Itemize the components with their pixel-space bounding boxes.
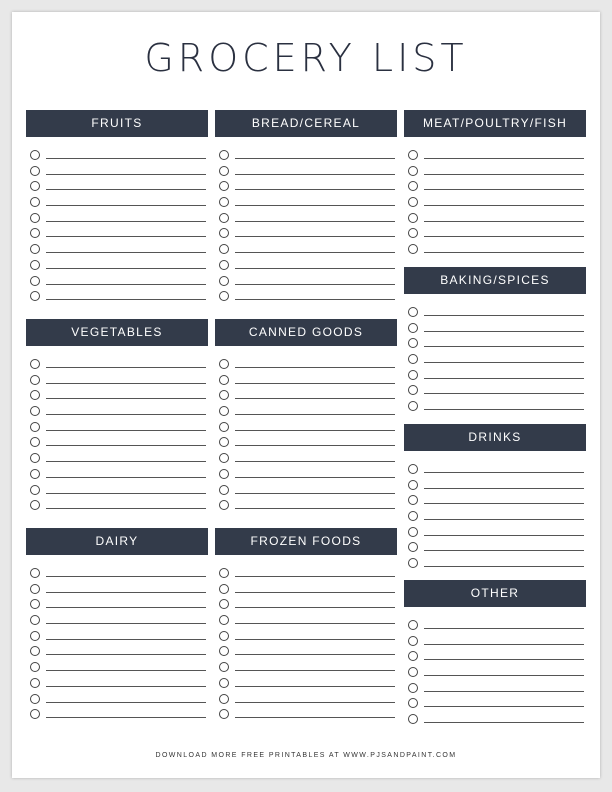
checkbox-circle-icon[interactable] — [408, 651, 418, 661]
checkbox-circle-icon[interactable] — [408, 166, 418, 176]
checkbox-circle-icon[interactable] — [219, 694, 229, 704]
write-in-line[interactable] — [424, 252, 584, 253]
checkbox-circle-icon[interactable] — [408, 354, 418, 364]
checklist-row — [26, 707, 208, 723]
write-in-line[interactable] — [235, 383, 395, 384]
checkbox-circle-icon[interactable] — [408, 542, 418, 552]
write-in-line[interactable] — [235, 189, 395, 190]
checklist-row — [26, 676, 208, 692]
checklist-row — [404, 509, 586, 525]
write-in-line[interactable] — [424, 346, 584, 347]
write-in-line[interactable] — [235, 654, 395, 655]
checklist-row — [404, 649, 586, 665]
write-in-line[interactable] — [424, 675, 584, 676]
checklist-row — [404, 179, 586, 195]
checklist-row — [404, 242, 586, 258]
checkbox-circle-icon[interactable] — [408, 636, 418, 646]
checklist-row — [215, 242, 397, 258]
write-in-line[interactable] — [424, 644, 584, 645]
write-in-line[interactable] — [235, 607, 395, 608]
checklist-row — [215, 707, 397, 723]
write-in-line[interactable] — [235, 398, 395, 399]
section-other — [404, 580, 586, 728]
checkbox-circle-icon[interactable] — [408, 181, 418, 191]
write-in-line[interactable] — [235, 284, 395, 285]
write-in-line[interactable] — [46, 221, 206, 222]
checkbox-circle-icon[interactable] — [30, 213, 40, 223]
checkbox-circle-icon[interactable] — [219, 166, 229, 176]
checkbox-circle-icon[interactable] — [219, 260, 229, 270]
checkbox-circle-icon[interactable] — [30, 485, 40, 495]
write-in-line[interactable] — [235, 174, 395, 175]
write-in-line[interactable] — [46, 493, 206, 494]
section-header-dairy: DAIRY — [26, 528, 208, 555]
write-in-line[interactable] — [46, 174, 206, 175]
write-in-line[interactable] — [424, 566, 584, 567]
checkbox-circle-icon[interactable] — [30, 197, 40, 207]
checklist-row — [404, 148, 586, 164]
checklist-row — [215, 404, 397, 420]
section-vegetables — [26, 319, 208, 514]
checkbox-circle-icon[interactable] — [219, 228, 229, 238]
write-in-line[interactable] — [424, 659, 584, 660]
checklist-row — [404, 195, 586, 211]
write-in-line[interactable] — [235, 508, 395, 509]
write-in-line[interactable] — [46, 299, 206, 300]
checkbox-circle-icon[interactable] — [408, 197, 418, 207]
write-in-line[interactable] — [235, 205, 395, 206]
section-frozen-foods — [215, 528, 397, 723]
write-in-line[interactable] — [424, 535, 584, 536]
checklist-row — [215, 179, 397, 195]
write-in-line[interactable] — [235, 686, 395, 687]
section-header-bread-cereal: BREAD/CEREAL — [215, 110, 397, 137]
checkbox-circle-icon[interactable] — [30, 646, 40, 656]
checkbox-circle-icon[interactable] — [408, 385, 418, 395]
write-in-line[interactable] — [235, 592, 395, 593]
checkbox-circle-icon[interactable] — [219, 437, 229, 447]
checklist-row — [26, 164, 208, 180]
checklist-row — [404, 399, 586, 415]
checklist-row — [26, 644, 208, 660]
checkbox-circle-icon[interactable] — [30, 500, 40, 510]
write-in-line[interactable] — [424, 331, 584, 332]
write-in-line[interactable] — [235, 367, 395, 368]
write-in-line[interactable] — [46, 639, 206, 640]
checklist-row — [215, 613, 397, 629]
checkbox-circle-icon[interactable] — [30, 244, 40, 254]
write-in-line[interactable] — [424, 488, 584, 489]
write-in-line[interactable] — [424, 378, 584, 379]
checkbox-circle-icon[interactable] — [30, 437, 40, 447]
checklist-row — [215, 676, 397, 692]
write-in-line[interactable] — [235, 268, 395, 269]
section-bread-cereal — [215, 110, 397, 305]
checkbox-circle-icon[interactable] — [408, 495, 418, 505]
checkbox-circle-icon[interactable] — [219, 599, 229, 609]
checkbox-circle-icon[interactable] — [408, 480, 418, 490]
write-in-line[interactable] — [46, 252, 206, 253]
section-dairy — [26, 528, 208, 723]
write-in-line[interactable] — [424, 315, 584, 316]
checklist-row — [215, 274, 397, 290]
section-header-fruits: FRUITS — [26, 110, 208, 137]
checkbox-circle-icon[interactable] — [219, 709, 229, 719]
footer-text: DOWNLOAD MORE FREE PRINTABLES AT WWW.PJSANDPAINT.COM — [155, 752, 457, 759]
checklist-row — [26, 613, 208, 629]
checklist-row — [215, 289, 397, 305]
checklist-row — [404, 634, 586, 650]
checklist-row — [404, 665, 586, 681]
write-in-line[interactable] — [46, 461, 206, 462]
checklist-row — [215, 195, 397, 211]
checklist-row — [26, 582, 208, 598]
write-in-line[interactable] — [46, 477, 206, 478]
write-in-line[interactable] — [46, 623, 206, 624]
checkbox-circle-icon[interactable] — [30, 150, 40, 160]
checklist-row — [26, 179, 208, 195]
checklist-row — [404, 321, 586, 337]
checkbox-circle-icon[interactable] — [408, 401, 418, 411]
checkbox-circle-icon[interactable] — [219, 500, 229, 510]
checklist-row — [404, 696, 586, 712]
checklist-row — [404, 712, 586, 728]
checkbox-circle-icon[interactable] — [408, 244, 418, 254]
checkbox-circle-icon[interactable] — [219, 469, 229, 479]
checklist-row — [215, 357, 397, 373]
checklist-row — [26, 404, 208, 420]
checklist-row — [26, 451, 208, 467]
checklist-row — [26, 195, 208, 211]
checkbox-circle-icon[interactable] — [219, 631, 229, 641]
write-in-line[interactable] — [424, 722, 584, 723]
checkbox-circle-icon[interactable] — [30, 584, 40, 594]
checklist-row — [215, 420, 397, 436]
checklist-row — [215, 483, 397, 499]
checklist-row — [26, 388, 208, 404]
checkbox-circle-icon[interactable] — [30, 615, 40, 625]
checklist-row — [26, 692, 208, 708]
checkbox-circle-icon[interactable] — [219, 150, 229, 160]
checklist-row — [26, 420, 208, 436]
write-in-line[interactable] — [235, 445, 395, 446]
checkbox-circle-icon[interactable] — [408, 370, 418, 380]
checklist-row — [215, 582, 397, 598]
section-meat-poultry-fish — [404, 110, 586, 258]
checkbox-circle-icon[interactable] — [408, 714, 418, 724]
checkbox-circle-icon[interactable] — [408, 213, 418, 223]
checkbox-circle-icon[interactable] — [408, 228, 418, 238]
section-header-baking-spices: BAKING/SPICES — [404, 267, 586, 294]
section-header-frozen-foods: FROZEN FOODS — [215, 528, 397, 555]
write-in-line[interactable] — [46, 236, 206, 237]
checkbox-circle-icon[interactable] — [219, 197, 229, 207]
checkbox-circle-icon[interactable] — [30, 568, 40, 578]
checkbox-circle-icon[interactable] — [30, 181, 40, 191]
checklist-row — [26, 467, 208, 483]
write-in-line[interactable] — [235, 461, 395, 462]
checkbox-circle-icon[interactable] — [408, 698, 418, 708]
checklist-row — [215, 211, 397, 227]
write-in-line[interactable] — [46, 189, 206, 190]
section-baking-spices — [404, 267, 586, 415]
checklist-row — [26, 289, 208, 305]
checklist-row — [404, 383, 586, 399]
section-canned-goods — [215, 319, 397, 514]
checkbox-circle-icon[interactable] — [408, 667, 418, 677]
checklist-row — [26, 373, 208, 389]
write-in-line[interactable] — [46, 445, 206, 446]
write-in-line[interactable] — [46, 367, 206, 368]
checkbox-circle-icon[interactable] — [219, 662, 229, 672]
checkbox-circle-icon[interactable] — [30, 406, 40, 416]
write-in-line[interactable] — [235, 430, 395, 431]
checkbox-circle-icon[interactable] — [408, 464, 418, 474]
write-in-line[interactable] — [235, 252, 395, 253]
checklist-row — [26, 357, 208, 373]
checkbox-circle-icon[interactable] — [408, 323, 418, 333]
checkbox-circle-icon[interactable] — [219, 568, 229, 578]
checklist-row — [215, 226, 397, 242]
write-in-line[interactable] — [46, 414, 206, 415]
section-fruits — [26, 110, 208, 305]
write-in-line[interactable] — [235, 493, 395, 494]
write-in-line[interactable] — [46, 654, 206, 655]
write-in-line[interactable] — [46, 686, 206, 687]
checkbox-circle-icon[interactable] — [219, 181, 229, 191]
checklist-row — [404, 525, 586, 541]
write-in-line[interactable] — [235, 158, 395, 159]
checklist-row — [215, 451, 397, 467]
write-in-line[interactable] — [235, 221, 395, 222]
write-in-line[interactable] — [424, 362, 584, 363]
write-in-line[interactable] — [235, 477, 395, 478]
checkbox-circle-icon[interactable] — [30, 678, 40, 688]
checkbox-circle-icon[interactable] — [30, 599, 40, 609]
checklist-row — [26, 660, 208, 676]
write-in-line[interactable] — [424, 628, 584, 629]
checkbox-circle-icon[interactable] — [30, 709, 40, 719]
checkbox-circle-icon[interactable] — [219, 485, 229, 495]
write-in-line[interactable] — [46, 702, 206, 703]
checkbox-circle-icon[interactable] — [219, 406, 229, 416]
checklist-row — [215, 629, 397, 645]
write-in-line[interactable] — [46, 670, 206, 671]
checkbox-circle-icon[interactable] — [30, 631, 40, 641]
write-in-line[interactable] — [46, 508, 206, 509]
write-in-line[interactable] — [424, 158, 584, 159]
checkbox-circle-icon[interactable] — [30, 375, 40, 385]
write-in-line[interactable] — [46, 383, 206, 384]
checkbox-circle-icon[interactable] — [219, 390, 229, 400]
write-in-line[interactable] — [424, 706, 584, 707]
checklist-row — [215, 660, 397, 676]
checklist-row — [404, 618, 586, 634]
checklist-row — [215, 373, 397, 389]
write-in-line[interactable] — [46, 398, 206, 399]
checklist-row — [404, 556, 586, 572]
write-in-line[interactable] — [46, 158, 206, 159]
checklist-row — [215, 258, 397, 274]
checkbox-circle-icon[interactable] — [30, 359, 40, 369]
checkbox-circle-icon[interactable] — [219, 213, 229, 223]
write-in-line[interactable] — [46, 592, 206, 593]
write-in-line[interactable] — [46, 205, 206, 206]
write-in-line[interactable] — [46, 430, 206, 431]
checklist-row — [26, 258, 208, 274]
checklist-row — [215, 435, 397, 451]
checkbox-circle-icon[interactable] — [219, 375, 229, 385]
page-title: GROCERY LIST — [144, 36, 468, 80]
write-in-line[interactable] — [235, 299, 395, 300]
checklist-row — [26, 597, 208, 613]
checklist-row — [26, 274, 208, 290]
checkbox-circle-icon[interactable] — [219, 584, 229, 594]
section-header-other: OTHER — [404, 580, 586, 607]
checkbox-circle-icon[interactable] — [408, 558, 418, 568]
checkbox-circle-icon[interactable] — [30, 166, 40, 176]
checklist-row — [26, 435, 208, 451]
checklist-row — [404, 493, 586, 509]
write-in-line[interactable] — [235, 702, 395, 703]
checklist-row — [404, 478, 586, 494]
checklist-row — [26, 148, 208, 164]
write-in-line[interactable] — [424, 503, 584, 504]
checkbox-circle-icon[interactable] — [219, 276, 229, 286]
write-in-line[interactable] — [424, 174, 584, 175]
write-in-line[interactable] — [235, 414, 395, 415]
write-in-line[interactable] — [46, 717, 206, 718]
section-header-vegetables: VEGETABLES — [26, 319, 208, 346]
checkbox-circle-icon[interactable] — [30, 662, 40, 672]
write-in-line[interactable] — [235, 717, 395, 718]
write-in-line[interactable] — [235, 639, 395, 640]
checkbox-circle-icon[interactable] — [408, 511, 418, 521]
write-in-line[interactable] — [424, 519, 584, 520]
checklist-row — [215, 498, 397, 514]
checkbox-circle-icon[interactable] — [408, 307, 418, 317]
write-in-line[interactable] — [235, 236, 395, 237]
checkbox-circle-icon[interactable] — [219, 244, 229, 254]
checklist-row — [404, 462, 586, 478]
write-in-line[interactable] — [235, 670, 395, 671]
checklist-row — [26, 629, 208, 645]
checkbox-circle-icon[interactable] — [219, 615, 229, 625]
checklist-row — [404, 352, 586, 368]
section-header-meat-poultry-fish: MEAT/POULTRY/FISH — [404, 110, 586, 137]
checkbox-circle-icon[interactable] — [30, 260, 40, 270]
checkbox-circle-icon[interactable] — [30, 390, 40, 400]
checklist-row — [215, 388, 397, 404]
checklist-row — [404, 211, 586, 227]
write-in-line[interactable] — [46, 576, 206, 577]
section-header-drinks: DRINKS — [404, 424, 586, 451]
checklist-row — [215, 164, 397, 180]
checkbox-circle-icon[interactable] — [219, 646, 229, 656]
checklist-row — [26, 242, 208, 258]
checklist-row — [26, 226, 208, 242]
checklist-row — [215, 148, 397, 164]
checklist-row — [404, 368, 586, 384]
checkbox-circle-icon[interactable] — [219, 422, 229, 432]
write-in-line[interactable] — [46, 268, 206, 269]
checklist-row — [215, 692, 397, 708]
write-in-line[interactable] — [424, 205, 584, 206]
checklist-row — [404, 540, 586, 556]
checklist-row — [404, 305, 586, 321]
write-in-line[interactable] — [46, 284, 206, 285]
checkbox-circle-icon[interactable] — [30, 276, 40, 286]
checklist-row — [215, 597, 397, 613]
checkbox-circle-icon[interactable] — [30, 453, 40, 463]
write-in-line[interactable] — [424, 691, 584, 692]
write-in-line[interactable] — [46, 607, 206, 608]
checkbox-circle-icon[interactable] — [408, 620, 418, 630]
checkbox-circle-icon[interactable] — [30, 228, 40, 238]
checklist-row — [215, 644, 397, 660]
checklist-row — [404, 681, 586, 697]
write-in-line[interactable] — [424, 221, 584, 222]
write-in-line[interactable] — [235, 576, 395, 577]
write-in-line[interactable] — [424, 189, 584, 190]
checkbox-circle-icon[interactable] — [30, 694, 40, 704]
checklist-row — [215, 566, 397, 582]
checkbox-circle-icon[interactable] — [408, 150, 418, 160]
checkbox-circle-icon[interactable] — [30, 291, 40, 301]
write-in-line[interactable] — [235, 623, 395, 624]
checklist-row — [404, 226, 586, 242]
checklist-row — [26, 566, 208, 582]
checklist-row — [404, 164, 586, 180]
write-in-line[interactable] — [424, 393, 584, 394]
checkbox-circle-icon[interactable] — [408, 527, 418, 537]
checklist-row — [26, 498, 208, 514]
write-in-line[interactable] — [424, 472, 584, 473]
section-header-canned-goods: CANNED GOODS — [215, 319, 397, 346]
checklist-row — [26, 483, 208, 499]
checkbox-circle-icon[interactable] — [219, 291, 229, 301]
checkbox-circle-icon[interactable] — [219, 678, 229, 688]
write-in-line[interactable] — [424, 236, 584, 237]
checkbox-circle-icon[interactable] — [219, 359, 229, 369]
checkbox-circle-icon[interactable] — [408, 683, 418, 693]
section-drinks — [404, 424, 586, 572]
checkbox-circle-icon[interactable] — [219, 453, 229, 463]
write-in-line[interactable] — [424, 409, 584, 410]
checkbox-circle-icon[interactable] — [30, 469, 40, 479]
checkbox-circle-icon[interactable] — [408, 338, 418, 348]
checklist-row — [26, 211, 208, 227]
write-in-line[interactable] — [424, 550, 584, 551]
checkbox-circle-icon[interactable] — [30, 422, 40, 432]
checklist-row — [215, 467, 397, 483]
checklist-row — [404, 336, 586, 352]
